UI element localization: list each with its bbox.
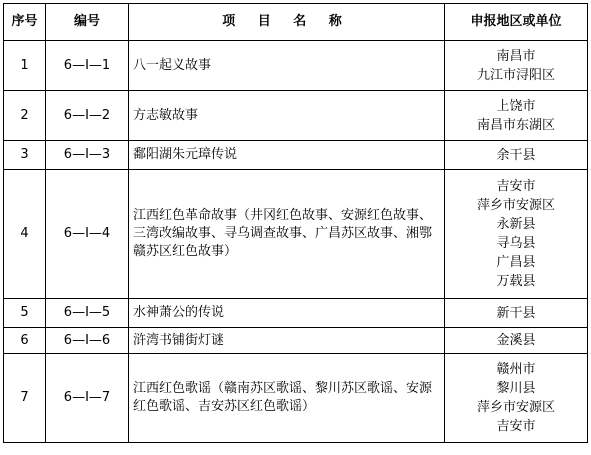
applicant-area-item: 萍乡市安源区	[476, 400, 555, 415]
applicant-area-item: 九江市浔阳区	[476, 67, 555, 83]
applicant-area-item: 广昌县	[496, 255, 536, 270]
applicant-area-cell	[445, 91, 588, 141]
applicant-area-item: 萍乡市安源区	[476, 198, 555, 213]
applicant-area-item: 南昌市	[496, 48, 536, 64]
applicant-area-cell	[445, 299, 588, 328]
serial-number-cell: 7	[4, 354, 46, 443]
project-code-cell: 6—I—6	[46, 328, 129, 354]
applicant-area-cell	[445, 41, 588, 91]
applicant-area-item: 金溪县	[496, 333, 536, 348]
serial-number-cell: 6	[4, 328, 46, 354]
table-body	[4, 41, 588, 443]
project-name-cell: 鄱阳湖朱元璋传说	[129, 141, 445, 170]
applicant-area-cell	[445, 141, 588, 170]
table-row	[4, 328, 588, 354]
table-row	[4, 141, 588, 170]
table-row	[4, 41, 588, 91]
applicant-area-item: 余干县	[496, 147, 536, 163]
table-row	[4, 299, 588, 328]
project-code-cell: 6—I—7	[46, 354, 129, 443]
project-name-cell: 方志敏故事	[129, 91, 445, 141]
serial-number-cell: 4	[4, 170, 46, 299]
applicant-area-cell	[445, 170, 588, 299]
header-code: 编号	[46, 4, 129, 41]
project-name-cell: 八一起义故事	[129, 41, 445, 91]
project-name-cell: 水神萧公的传说	[129, 299, 445, 328]
applicant-area-item: 万载县	[496, 274, 536, 289]
applicant-area-item: 新干县	[496, 305, 536, 321]
table-row	[4, 91, 588, 141]
project-name-cell: 浒湾书铺街灯谜	[129, 328, 445, 354]
serial-number-cell: 2	[4, 91, 46, 141]
serial-number-cell: 1	[4, 41, 46, 91]
project-name-cell: 江西红色革命故事（井冈红色故事、安源红色故事、三湾改编故事、寻乌调查故事、广昌苏区故事、湘鄂赣苏区红色故事）	[129, 170, 445, 299]
project-code-cell: 6—I—4	[46, 170, 129, 299]
applicant-area-item: 永新县	[496, 217, 536, 232]
header-serial-number: 序号	[4, 4, 46, 41]
heritage-project-table	[3, 3, 588, 443]
table-row	[4, 170, 588, 299]
table-row	[4, 354, 588, 443]
applicant-area-item: 黎川县	[496, 381, 536, 396]
header-project-name: 项 目 名 称	[129, 4, 445, 41]
serial-number-cell: 3	[4, 141, 46, 170]
applicant-area-item: 赣州市	[496, 362, 536, 377]
applicant-area-cell	[445, 328, 588, 354]
applicant-area-item: 上饶市	[496, 98, 536, 114]
project-code-cell: 6—I—1	[46, 41, 129, 91]
table-header-row	[4, 4, 588, 41]
serial-number-cell: 5	[4, 299, 46, 328]
applicant-area-item: 吉安市	[496, 419, 536, 434]
applicant-area-item: 寻乌县	[496, 236, 536, 251]
project-code-cell: 6—I—3	[46, 141, 129, 170]
applicant-area-item: 吉安市	[496, 179, 536, 194]
project-code-cell: 6—I—5	[46, 299, 129, 328]
project-name-cell: 江西红色歌谣（赣南苏区歌谣、黎川苏区歌谣、安源红色歌谣、吉安苏区红色歌谣）	[129, 354, 445, 443]
header-applicant-area: 申报地区或单位	[445, 4, 588, 41]
project-code-cell: 6—I—2	[46, 91, 129, 141]
applicant-area-cell	[445, 354, 588, 443]
applicant-area-item: 南昌市东湖区	[476, 117, 555, 133]
